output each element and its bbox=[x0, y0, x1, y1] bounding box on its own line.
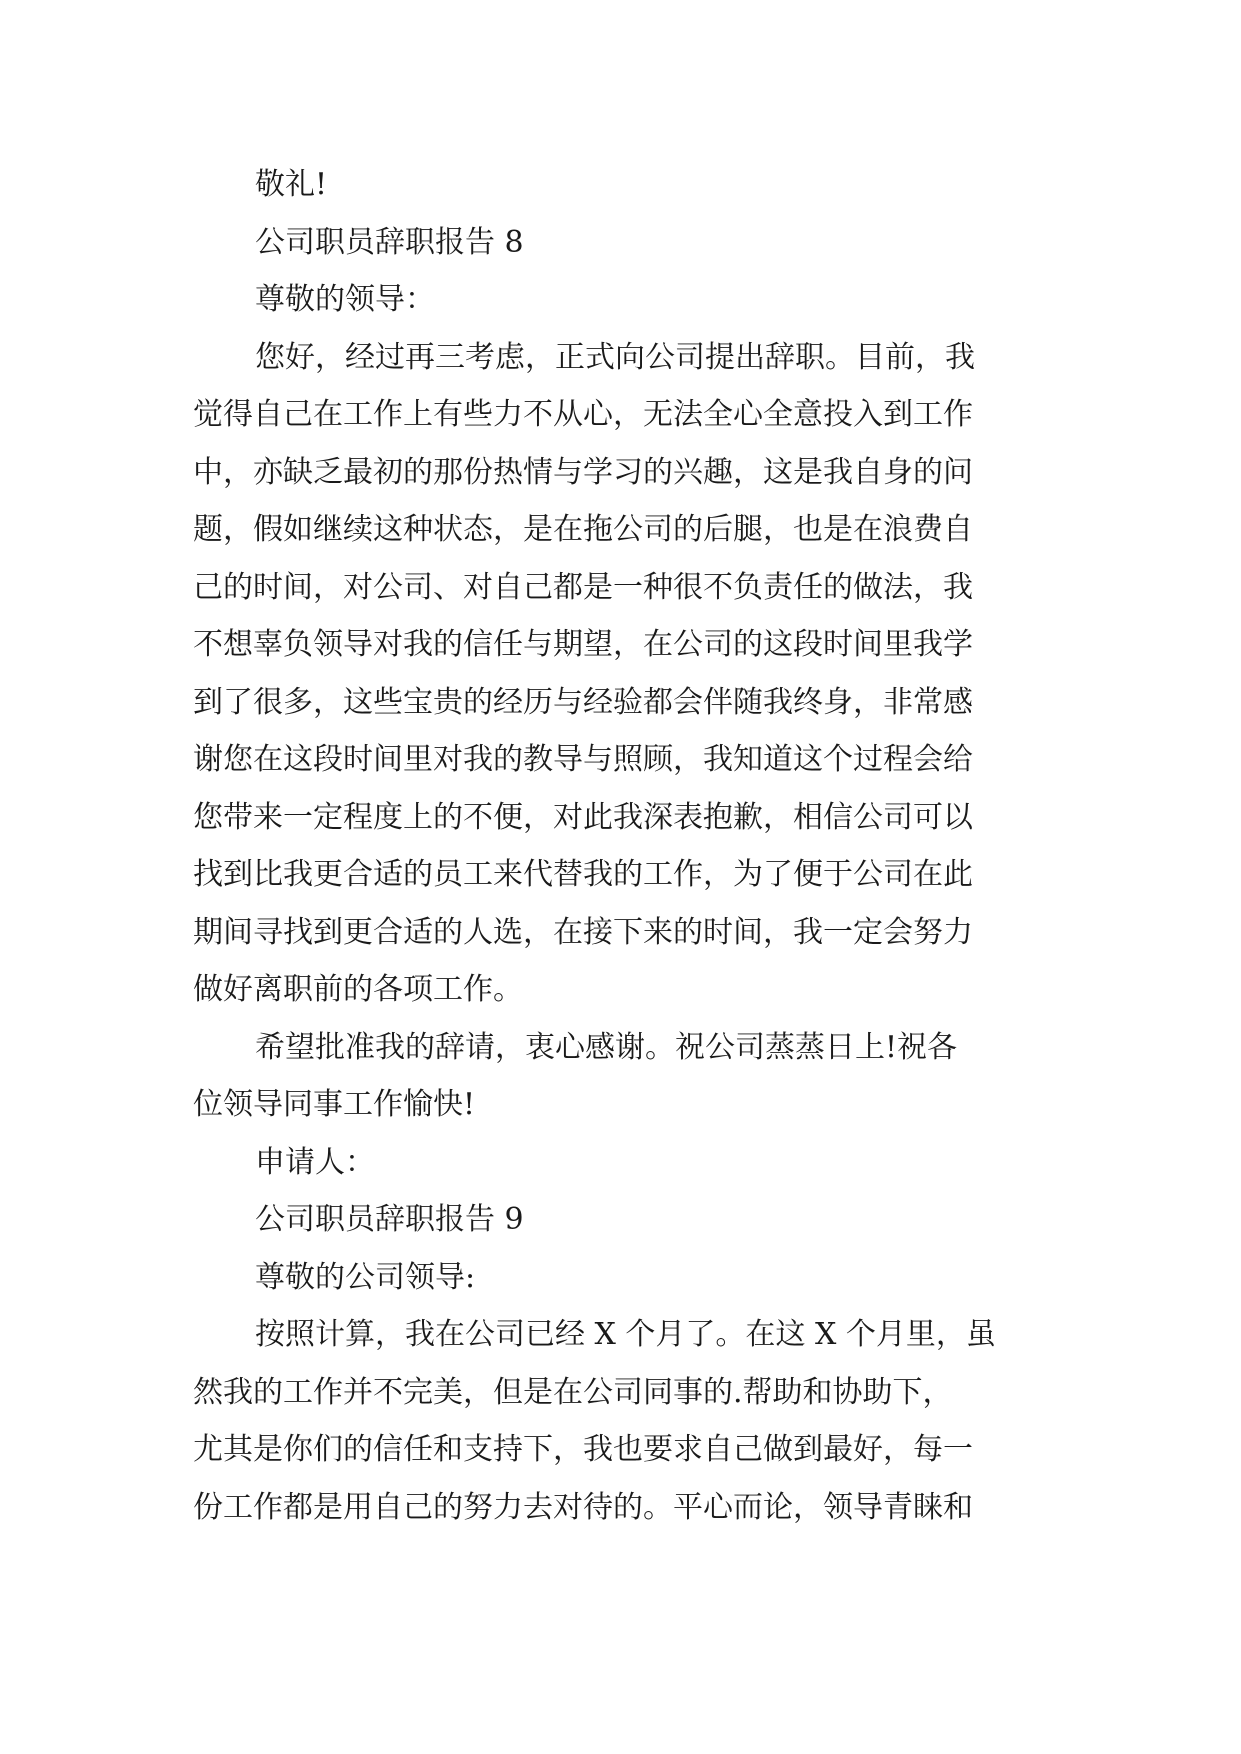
body-line: 您好，经过再三考虑，正式向公司提出辞职。目前，我 bbox=[255, 339, 975, 375]
applicant-label: 申请人： bbox=[255, 1144, 375, 1180]
body-line: 谢您在这段时间里对我的教导与照顾，我知道这个过程会给 bbox=[193, 742, 973, 777]
greeting-8: 尊敬的领导： bbox=[255, 282, 435, 317]
body-line: 期间寻找到更合适的人选，在接下来的时间，我一定会努力 bbox=[193, 914, 973, 950]
body-line: 您带来一定程度上的不便，对此我深表抱歉，相信公司可以 bbox=[193, 799, 973, 835]
greeting-9: 尊敬的公司领导: bbox=[255, 1259, 476, 1295]
body-line: 按照计算，我在公司已经 X 个月了。在这 X 个月里，虽 bbox=[255, 1317, 996, 1352]
document-body bbox=[193, 156, 1051, 1536]
section-title-9: 公司职员辞职报告 9 bbox=[255, 1202, 524, 1237]
body-line: 然我的工作并不完美，但是在公司同事的.帮助和协助下， bbox=[193, 1374, 953, 1410]
closing-salutation: 敬礼! bbox=[255, 167, 328, 202]
body-line: 到了很多，这些宝贵的经历与经验都会伴随我终身，非常感 bbox=[193, 684, 973, 720]
body-line: 不想辜负领导对我的信任与期望，在公司的这段时间里我学 bbox=[193, 627, 973, 662]
body-line: 己的时间，对公司、对自己都是一种很不负责任的做法，我 bbox=[193, 569, 973, 605]
body-line: 尤其是你们的信任和支持下，我也要求自己做到最好，每一 bbox=[193, 1432, 973, 1467]
body-line: 题，假如继续这种状态，是在拖公司的后腿，也是在浪费自 bbox=[193, 512, 973, 547]
body-line: 觉得自己在工作上有些力不从心，无法全心全意投入到工作 bbox=[193, 397, 973, 432]
body-line: 中，亦缺乏最初的那份热情与学习的兴趣，这是我自身的问 bbox=[193, 454, 973, 490]
body-line: 份工作都是用自己的努力去对待的。平心而论，领导青睐和 bbox=[193, 1489, 973, 1525]
section-title-8: 公司职员辞职报告 8 bbox=[255, 224, 524, 260]
body-line: 位领导同事工作愉快! bbox=[193, 1087, 476, 1122]
body-line: 做好离职前的各项工作。 bbox=[193, 972, 523, 1007]
body-line: 希望批准我的辞请，衷心感谢。祝公司蒸蒸日上!祝各 bbox=[255, 1029, 958, 1065]
body-line: 找到比我更合适的员工来代替我的工作，为了便于公司在此 bbox=[193, 857, 973, 892]
